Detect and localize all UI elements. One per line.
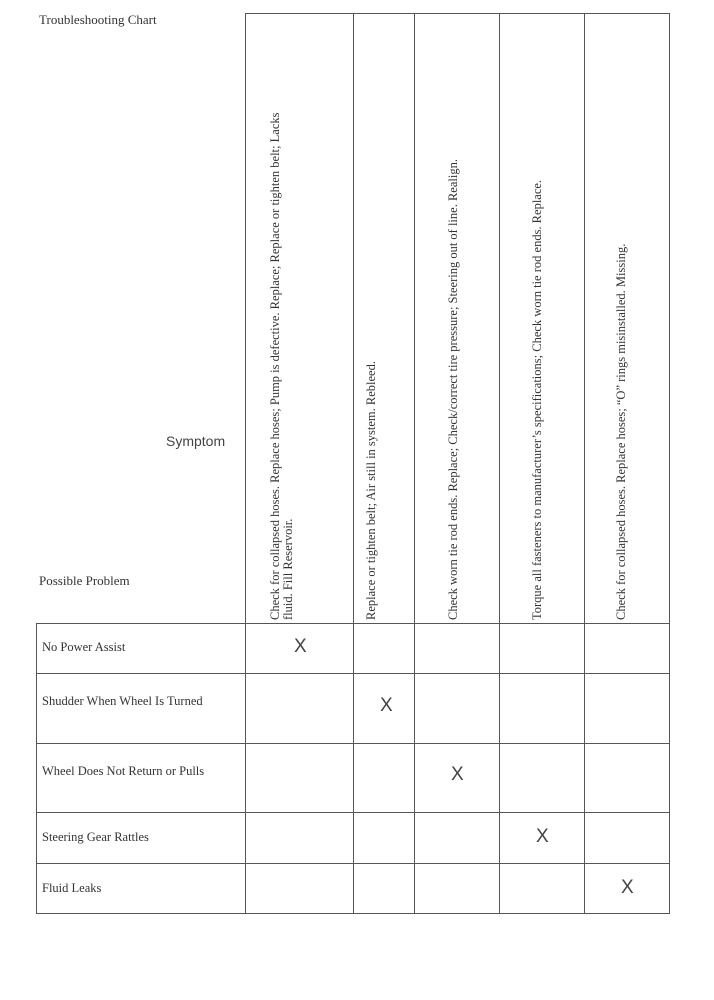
x-mark: X xyxy=(380,695,393,716)
grid-column-divider xyxy=(353,623,354,914)
symptom-axis-label: Symptom xyxy=(166,433,226,449)
x-mark: X xyxy=(621,877,634,898)
header-column-divider xyxy=(414,13,415,624)
x-mark: X xyxy=(294,636,307,657)
header-column-divider xyxy=(245,13,246,624)
column-header-1: Check for collapsed hoses. Replace hoses; Pump is defective. Replace; Replace or tighten belt; Lacks fluid. Fill Reservoir. xyxy=(268,112,295,620)
header-column-divider xyxy=(353,13,354,624)
grid-column-divider xyxy=(414,623,415,914)
column-header-2: Replace or tighten belt; Air still in system. Rebleed. xyxy=(364,361,378,620)
header-column-divider xyxy=(669,13,670,624)
grid-column-divider xyxy=(584,623,585,914)
grid-column-divider xyxy=(499,623,500,914)
x-mark: X xyxy=(536,826,549,847)
row-label-no-power-assist: No Power Assist xyxy=(42,640,126,654)
grid-column-divider xyxy=(245,623,246,914)
row-label-fluid-leaks: Fluid Leaks xyxy=(42,881,102,895)
grid-column-divider xyxy=(669,623,670,914)
row-label-shudder: Shudder When Wheel Is Turned xyxy=(42,694,203,708)
chart-title: Troubleshooting Chart xyxy=(39,12,157,27)
column-header-3: Check worn tie rod ends. Replace; Check/correct tire pressure; Steering out of line. Realign. xyxy=(446,159,460,620)
row-label-steering-gear-rattles: Steering Gear Rattles xyxy=(42,830,149,844)
header-column-divider xyxy=(499,13,500,624)
column-header-4: Torque all fasteners to manufacturer’s specifications; Check worn tie rod ends. Replace. xyxy=(530,179,544,620)
column-header-5: Check for collapsed hoses. Replace hoses; “O” rings misinstalled. Missing. xyxy=(614,243,628,620)
x-mark: X xyxy=(451,764,464,785)
possible-problem-axis-label: Possible Problem xyxy=(39,573,130,588)
row-label-wheel-does-not-return: Wheel Does Not Return or Pulls xyxy=(42,764,205,778)
header-column-divider xyxy=(584,13,585,624)
